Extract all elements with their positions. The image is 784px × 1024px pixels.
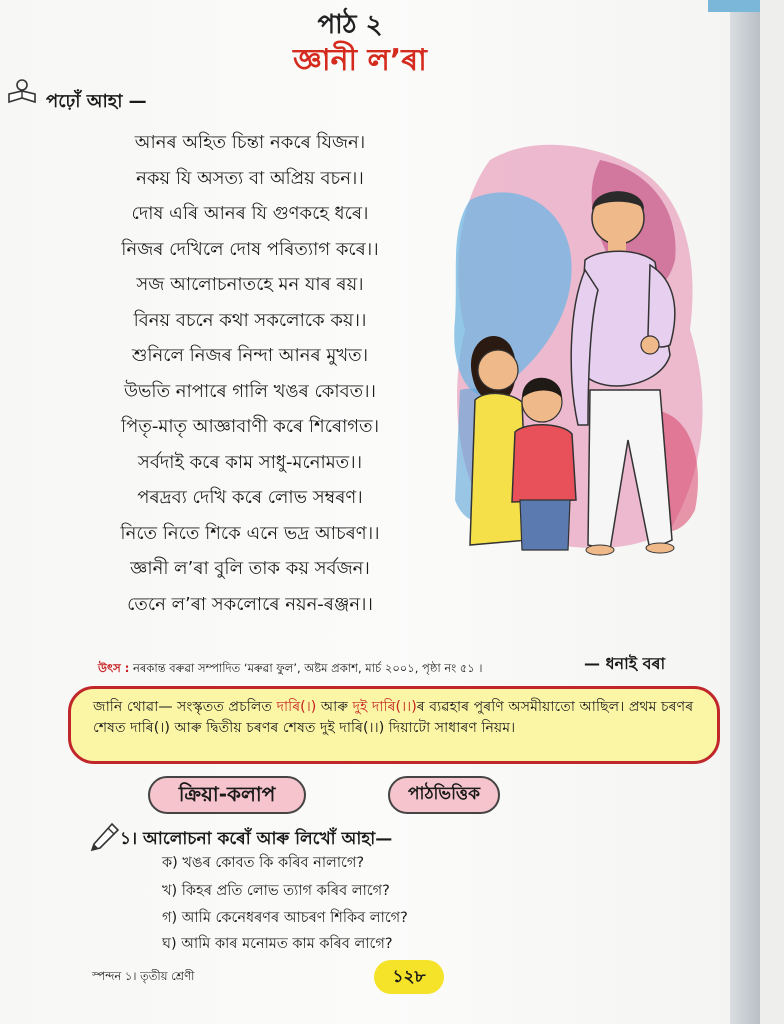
note-text: সংস্কৃতত প্ৰচলিত	[172, 699, 277, 715]
pencil-icon	[88, 818, 122, 852]
text-based-badge: পাঠভিত্তিক	[388, 776, 500, 814]
reading-book-icon	[6, 78, 38, 106]
poem-author: — ধনাই বৰা	[584, 654, 666, 673]
note-text: ৰ ব্যৱহাৰ পুৰণি অসমীয়াতো আছিল। প্ৰথম চৰণৰ শেষত দাৰি(।) আৰু দ্বিতীয় চৰণৰ শেষত দুই দাৰি(।।) দিয়াটো সাধাৰণ নিয়ম।	[93, 699, 694, 736]
lesson-number: পাঠ ২	[317, 10, 383, 40]
question-item: ক) খঙৰ কোবত কি কৰিব নালাগে?	[162, 855, 365, 871]
poem-line: তেনে ল’ৰা সকলোৰে নয়ন-ৰঞ্জন।।	[127, 593, 373, 615]
poem-line: সৰ্বদাই কৰে কাম সাধু-মনোমত।।	[137, 451, 363, 473]
poem-line: পৰদ্ৰব্য দেখি কৰে লোভ সম্বৰণ।	[137, 487, 363, 508]
page-edge-tab	[708, 0, 760, 12]
poem-line: আনৰ অহিত চিন্তা নকৰে যিজন।	[134, 132, 366, 153]
note-highlight: দাৰি(।)	[276, 699, 317, 715]
source-label: উৎস :	[98, 661, 130, 675]
poem-line: উভতি নাপাৰে গালি খঙৰ কোবত।।	[124, 380, 376, 402]
exercise-heading: ১। আলোচনা কৰোঁ আৰু লিখোঁ আহা—	[120, 829, 393, 849]
poem-line: পিতৃ-মাতৃ আজ্ঞাবাণী কৰে শিৰোগত।	[120, 416, 380, 437]
question-item: ঘ) আমি কাৰ মনোমত কাম কৰিব লাগে?	[162, 936, 393, 952]
know-this-note	[68, 686, 720, 764]
poem-line: শুনিলে নিজৰ নিন্দা আনৰ মুখত।	[131, 345, 369, 366]
poem-line: বিনয় বচনে কথা সকলোকে কয়।।	[133, 309, 367, 331]
poem-line: নকয় যি অসত্য বা অপ্ৰিয় বচন।।	[136, 167, 364, 189]
lesson-title: জ্ঞানী ল’ৰা	[293, 43, 427, 78]
book-footer: স্পন্দন ১। তৃতীয় শ্ৰেণী	[92, 969, 195, 983]
poem-line: সজ আলোচনাতহে মন যাৰ ৰয়।	[136, 274, 364, 295]
read-section-heading: পঢ়োঁ আহা —	[46, 91, 147, 112]
note-lead: জানি থোৱা—	[93, 699, 173, 715]
note-highlight: দুই দাৰি(।।)	[352, 699, 417, 715]
question-item: খ) কিহৰ প্ৰতি লোভ ত্যাগ কৰিব লাগে?	[162, 883, 390, 899]
page-edge	[730, 0, 760, 1024]
poem-line: নিজৰ দেখিলে দোষ পৰিত্যাগ কৰে।।	[121, 238, 379, 260]
poem-line: দোষ এৰি আনৰ যি গুণকহে ধৰে।	[131, 203, 369, 224]
poem-line: জ্ঞানী ল’ৰা বুলি তাক কয় সৰ্বজন।	[130, 558, 370, 579]
page-number-badge: ১২৮	[374, 960, 444, 994]
question-item: গ) আমি কেনেধৰণৰ আচৰণ শিকিব লাগে?	[162, 910, 408, 926]
poem-source	[98, 660, 483, 679]
poem	[60, 125, 440, 622]
source-text: নৰকান্ত বৰুৱা সম্পাদিত ‘মৰুৱা ফুল’, অষ্টম প্ৰকাশ, মাৰ্চ ২০০১, পৃষ্ঠা নং ৫১ ।	[132, 661, 483, 675]
activities-badge: ক্ৰিয়া-কলাপ	[148, 776, 306, 814]
poem-line: নিতে নিতে শিকে এনে ভদ্ৰ আচৰণ।।	[120, 522, 380, 544]
note-text: আৰু	[316, 699, 353, 715]
teacher-and-children-illustration	[450, 140, 712, 560]
